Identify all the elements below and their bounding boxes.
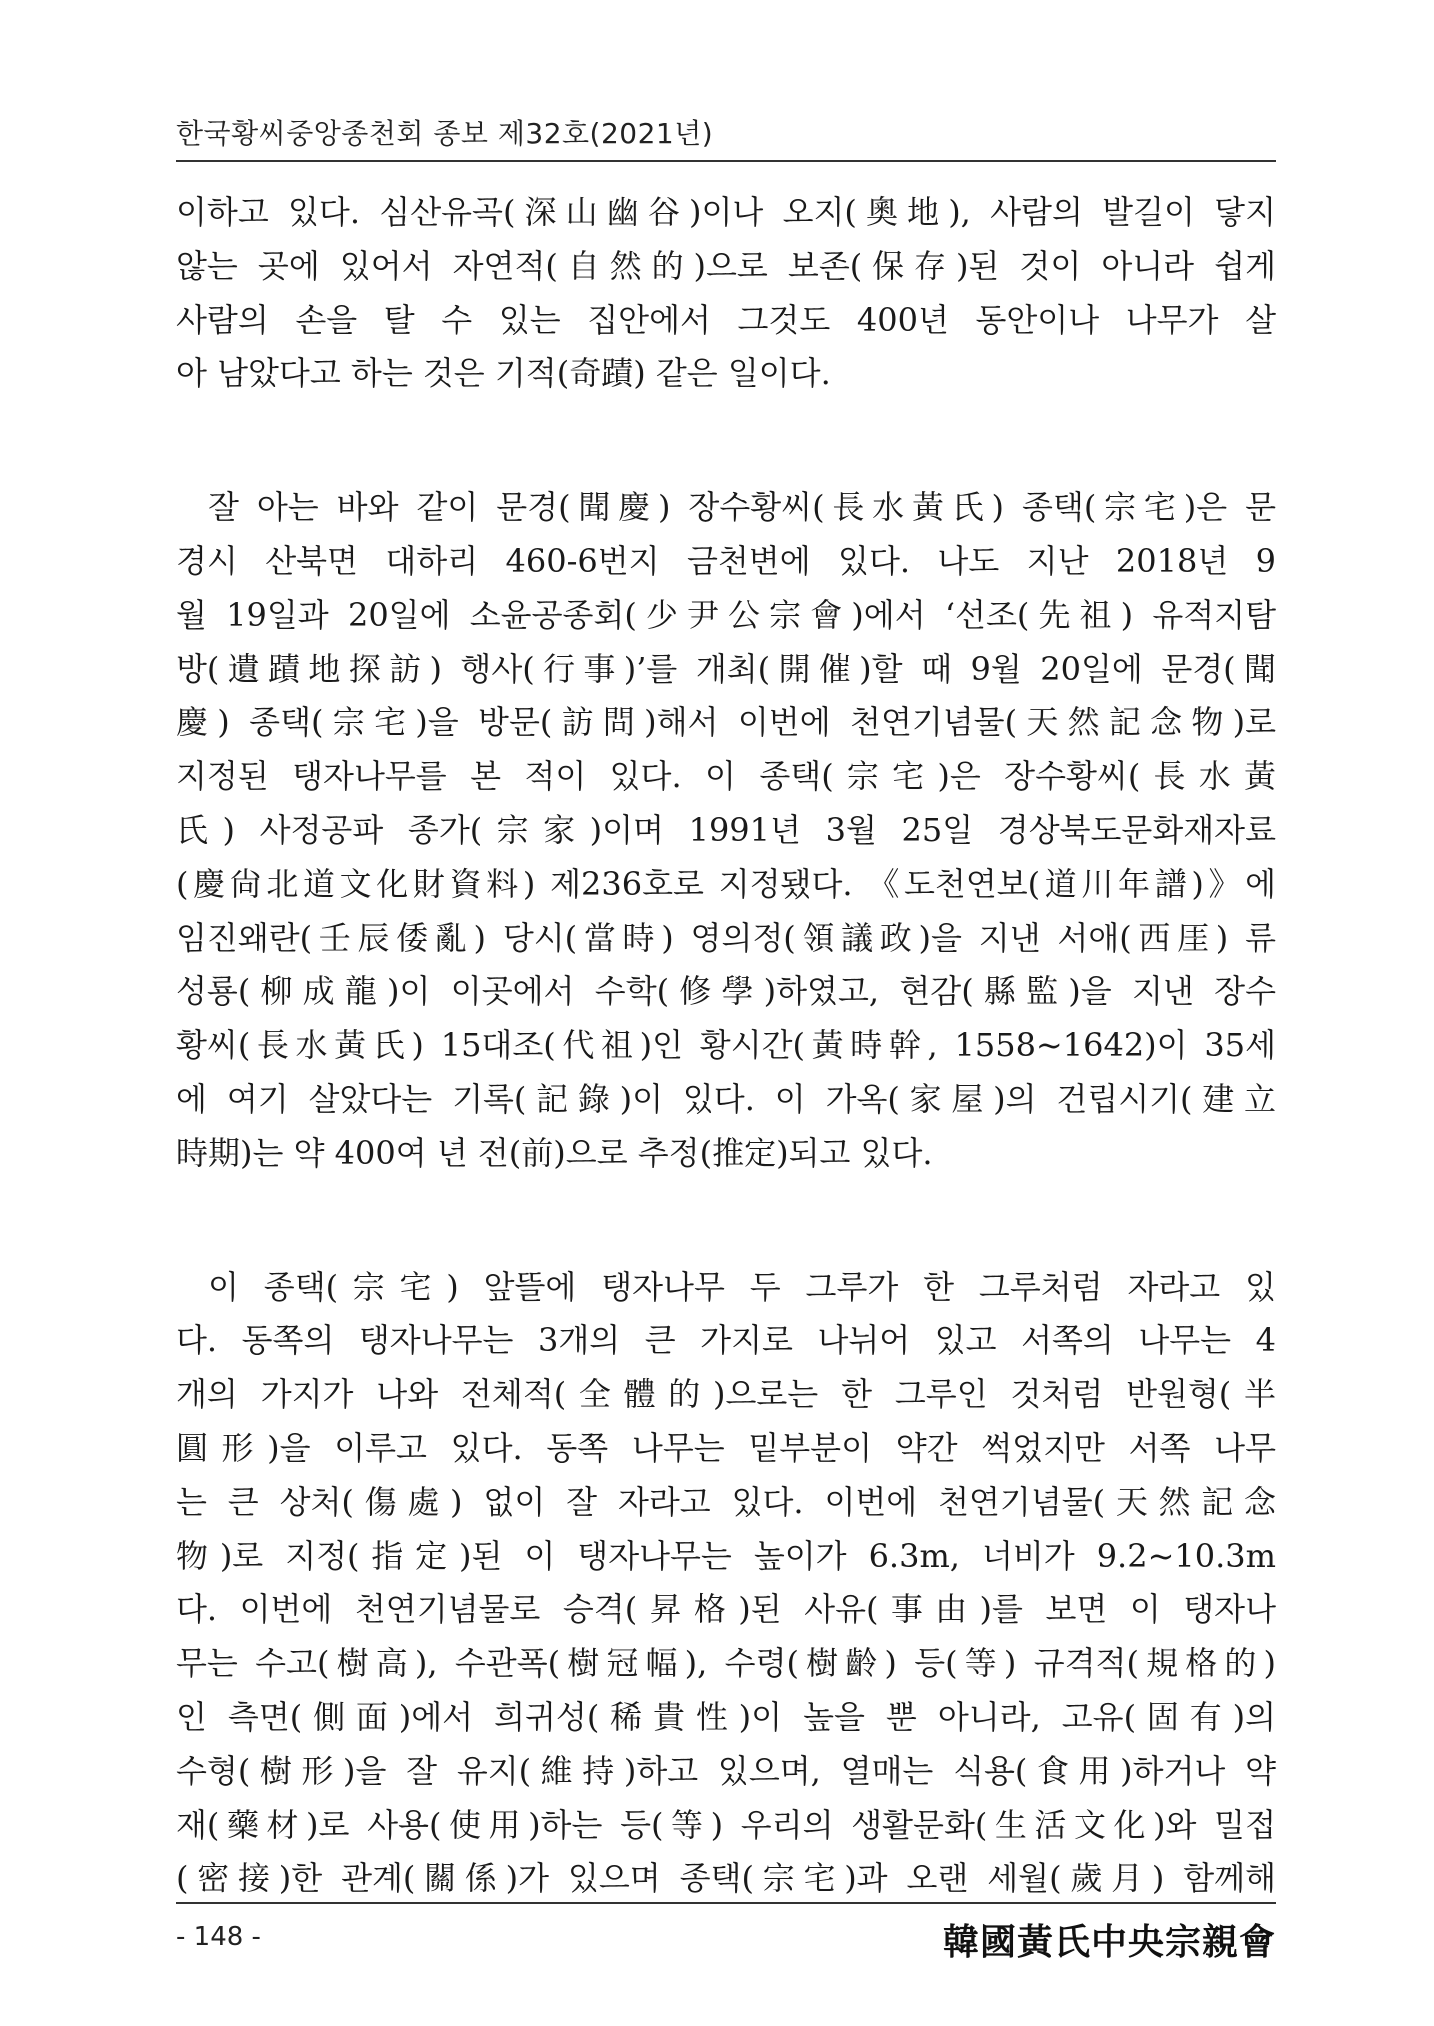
- text-line: 재(藥材)로 사용(使用)하는 등(等) 우리의 생활문화(生活文化)와 밀접: [176, 1805, 1276, 1844]
- text-line: 개의 가지가 나와 전체적(全體的)으로는 한 그루인 것처럼 반원형(半: [176, 1375, 1276, 1414]
- article-body: [176, 186, 1276, 1906]
- text-line: (慶尙北道文化財資料) 제236호로 지정됐다. 《도천연보(道川年譜)》에: [176, 864, 1276, 903]
- paragraph-gap: [176, 401, 1276, 481]
- header-divider: [176, 160, 1276, 162]
- text-line: 이하고 있다. 심산유곡(深山幽谷)이나 오지(奧地), 사람의 발길이 닿지: [176, 193, 1276, 231]
- text-line: 다. 이번에 천연기념물로 승격(昇格)된 사유(事由)를 보면 이 탱자나: [176, 1590, 1276, 1629]
- text-line: 사람의 손을 탈 수 있는 집안에서 그것도 400년 동안이나 나무가 살: [176, 300, 1276, 339]
- text-line: 慶) 종택(宗宅)을 방문(訪問)해서 이번에 천연기념물(天然記念物)로: [176, 703, 1276, 742]
- text-line: 이 종택(宗宅) 앞뜰에 탱자나무 두 그루가 한 그루처럼 자라고 있: [208, 1267, 1276, 1306]
- footer-brand-logo: 韓國黃氏中央宗親會: [942, 1921, 1276, 1963]
- text-line: 경시 산북면 대하리 460-6번지 금천변에 있다. 나도 지난 2018년 9: [176, 541, 1276, 580]
- text-line: 物)로 지정(指定)된 이 탱자나무는 높이가 6.3m, 너비가 9.2~10.3m: [176, 1536, 1276, 1575]
- text-line: 지정된 탱자나무를 본 적이 있다. 이 종택(宗宅)은 장수황씨(長水黃: [176, 757, 1276, 796]
- text-line: 수형(樹形)을 잘 유지(維持)하고 있으며, 열매는 식용(食用)하거나 약: [176, 1751, 1276, 1790]
- text-line: 에 여기 살았다는 기록(記錄)이 있다. 이 가옥(家屋)의 건립시기(建立: [176, 1079, 1276, 1118]
- text-line: 성룡(柳成龍)이 이곳에서 수학(修學)하였고, 현감(縣監)을 지낸 장수: [176, 972, 1276, 1011]
- text-line: 월 19일과 20일에 소윤공종회(少尹公宗會)에서 ‘선조(先祖) 유적지탐: [176, 595, 1276, 634]
- text-line: (密接)한 관계(關係)가 있으며 종택(宗宅)과 오랜 세월(歲月) 함께해: [176, 1859, 1276, 1898]
- text-line: 인 측면(側面)에서 희귀성(稀貴性)이 높을 뿐 아니라, 고유(固有)의: [176, 1697, 1276, 1736]
- page-number: - 148 -: [176, 1922, 261, 1952]
- text-line: 氏) 사정공파 종가(宗家)이며 1991년 3월 25일 경상북도문화재자료: [176, 810, 1276, 849]
- paragraph-gap: [176, 1181, 1276, 1261]
- text-line: 時期)는 약 400여 년 전(前)으로 추정(推定)되고 있다.: [176, 1133, 933, 1172]
- text-line: 무는 수고(樹高), 수관폭(樹冠幅), 수령(樹齡) 등(等) 규격적(規格的): [176, 1644, 1276, 1683]
- text-line: 아 남았다고 하는 것은 기적(奇蹟) 같은 일이다.: [176, 354, 831, 393]
- text-line: 다. 동쪽의 탱자나무는 3개의 큰 가지로 나뉘어 있고 서쪽의 나무는 4: [176, 1321, 1276, 1360]
- text-line: 잘 아는 바와 같이 문경(聞慶) 장수황씨(長水黃氏) 종택(宗宅)은 문: [208, 488, 1276, 527]
- text-line: 방(遺蹟地探訪) 행사(行事)’를 개최(開催)할 때 9월 20일에 문경(聞: [176, 649, 1276, 688]
- text-line: 황씨(長水黃氏) 15대조(代祖)인 황시간(黃時幹, 1558~1642)이 35세: [176, 1026, 1276, 1065]
- text-line: 圓形)을 이루고 있다. 동쪽 나무는 밑부분이 약간 썩었지만 서쪽 나무: [176, 1428, 1276, 1467]
- page-header-title: 한국황씨중앙종천회 종보 제32호(2021년): [176, 117, 714, 150]
- text-line: 임진왜란(壬辰倭亂) 당시(當時) 영의정(領議政)을 지낸 서애(西厓) 류: [176, 918, 1276, 957]
- text-line: 는 큰 상처(傷處) 없이 잘 자라고 있다. 이번에 천연기념물(天然記念: [176, 1482, 1276, 1521]
- text-line: 않는 곳에 있어서 자연적(自然的)으로 보존(保存)된 것이 아니라 쉽게: [176, 246, 1276, 285]
- footer-divider: [176, 1902, 1276, 1904]
